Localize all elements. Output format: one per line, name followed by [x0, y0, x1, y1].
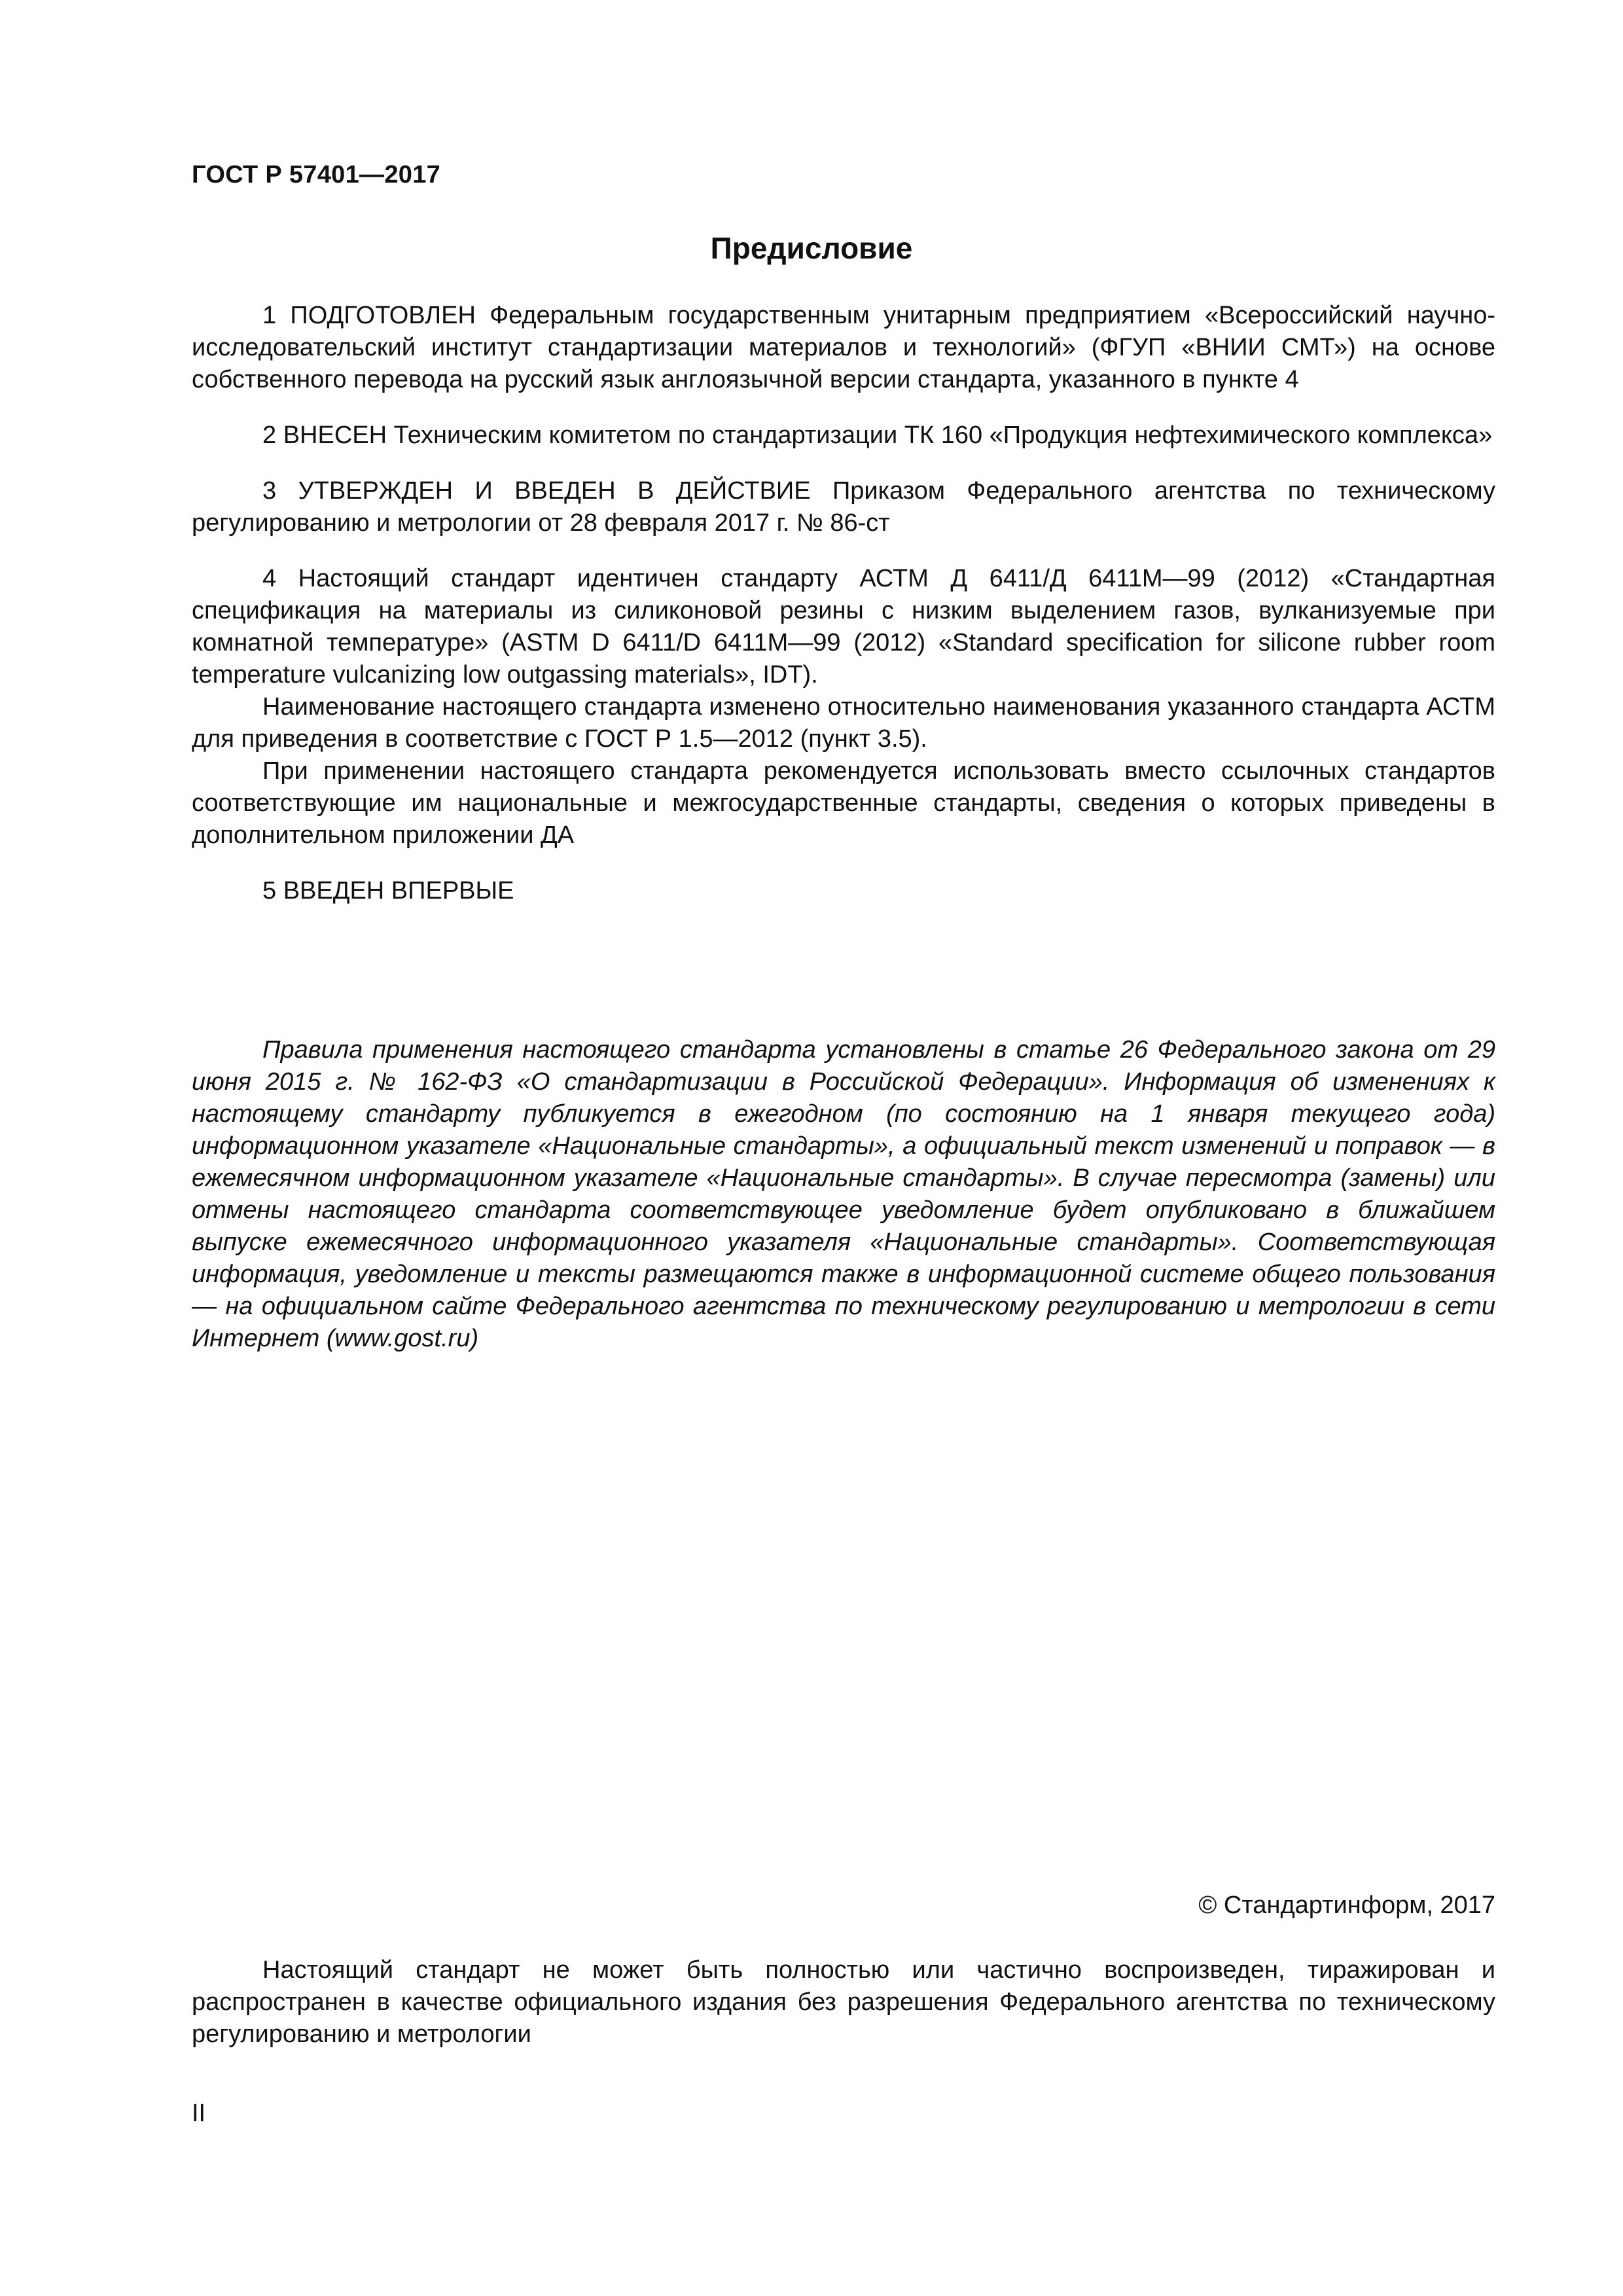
rules-note — [192, 1034, 1495, 1355]
reproduction-notice — [192, 1954, 1495, 2051]
item-introduced: 2 ВНЕСЕН Техническим комитетом по стандартизации ТК 160 «Продукция нефтехимического комплекса» — [262, 422, 1493, 449]
document-code: ГОСТ Р 57401—2017 — [192, 161, 441, 188]
section-heading: Предисловие — [710, 231, 913, 265]
item-identical: 4 Настоящий стандарт идентичен стандарту АСТМ Д 6411/Д 6411М—99 (2012) «Стандартная спецификация на материалы из силиконовой резины с низким выделением газов, вулканизуемые при комнатной температуре» (ASTM D 6411/D 6411M—99 (2012) «Standard specification for silicone rubber room temperature vulcanizing low outgassing materials», IDT). — [192, 565, 1495, 689]
reproduction-notice-text: Настоящий стандарт не может быть полностью или частично воспроизведен, тиражирован и распространен в качестве официального издания без разрешения Федерального агентства по техническому регулированию и метрологии — [192, 1956, 1495, 2048]
copyright: © Стандартинформ, 2017 — [1198, 1892, 1495, 1919]
item-prepared: 1 ПОДГОТОВЛЕН Федеральным государственным унитарным предприятием «Всероссийский научно-исследовательский институт стандартизации материалов и технологий» (ФГУП «ВНИИ СМТ») на основе собственного перевода на русский язык англоязычной версии стандарта, указанного в пункте 4 — [192, 302, 1495, 393]
page-number: II — [192, 2100, 206, 2127]
item-approved: 3 УТВЕРЖДЕН И ВВЕДЕН В ДЕЙСТВИЕ Приказом Федерального агентства по техническому регулированию и метрологии от 28 февраля 2017 г. № 86-ст — [192, 477, 1495, 537]
foreword-body — [192, 300, 1495, 907]
rules-note-text: Правила применения настоящего стандарта установлены в статье 26 Федерального закона от 29 июня 2015 г. № 162-ФЗ «О стандартизации в Российской Федерации». Информация об изменениях к настоящему стандарту публикуется в ежегодном (по состоянию на 1 января текущего года) информационном указателе «Национальные стандарты», а официальный текст изменений и поправок — в ежемесячном информационном указателе «Национальные стандарты». В случае пересмотра (замены) или отмены настоящего стандарта соответствующее уведомление будет опубликовано в ближайшем выпуске ежемесячного информационного указателя «Национальные стандарты». Соответствующая информация, уведомление и тексты размещаются также в информационной системе общего пользования — на официальном сайте Федерального агентства по техническому регулированию и метрологии в сети Интернет (www.gost.ru) — [192, 1036, 1495, 1352]
item-first-introduced: 5 ВВЕДЕН ВПЕРВЫЕ — [262, 877, 514, 905]
item-references: При применении настоящего стандарта рекомендуется использовать вместо ссылочных стандартов соответствующие им национальные и межгосударственные стандарты, сведения о которых приведены в дополнительном приложении ДА — [192, 757, 1495, 849]
item-name-change: Наименование настоящего стандарта изменено относительно наименования указанного стандарта АСТМ для приведения в соответствие с ГОСТ Р 1.5—2012 (пункт 3.5). — [192, 693, 1495, 753]
